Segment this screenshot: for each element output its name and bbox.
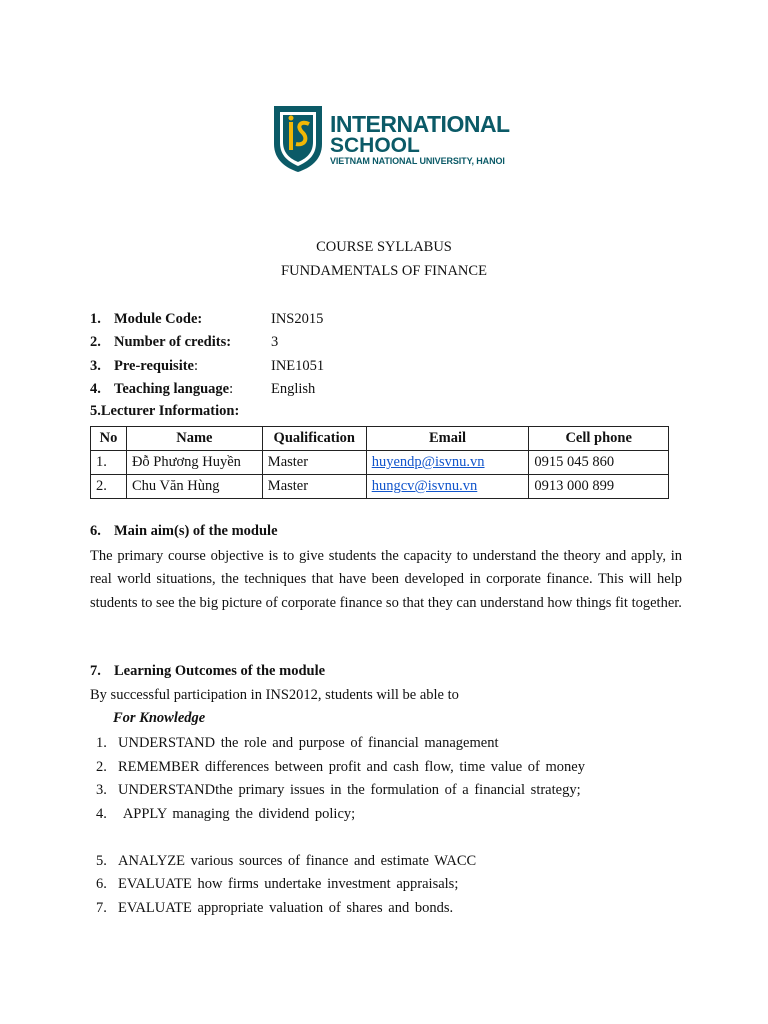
column-header-qualification: Qualification	[262, 427, 366, 451]
cell-phone: 0913 000 899	[529, 475, 669, 499]
school-logo	[272, 104, 522, 174]
list-item: 1. UNDERSTAND the role and purpose of financial management	[96, 735, 499, 751]
logo-line-school: SCHOOL	[330, 134, 420, 157]
list-item: 7. EVALUATE appropriate valuation of shares and bonds.	[96, 900, 454, 916]
info-num: 3.	[90, 358, 101, 374]
info-label: Module Code:	[114, 311, 203, 327]
list-item: 6. EVALUATE how firms undertake investment appraisals;	[96, 876, 459, 892]
logo-line-university: VIETNAM NATIONAL UNIVERSITY, HANOI	[330, 156, 505, 166]
column-header-name: Name	[126, 427, 262, 451]
cell-no: 2.	[91, 475, 127, 499]
info-value: INS2015	[271, 311, 324, 327]
learning-outcomes-intro: By successful participation in INS2012, students will be able to	[90, 687, 459, 703]
cell-name: Đỗ Phương Huyền	[126, 451, 262, 475]
cell-qualification: Master	[262, 451, 366, 475]
table-header-row	[91, 427, 669, 451]
info-num: 2.	[90, 334, 101, 350]
course-title: FUNDAMENTALS OF FINANCE	[281, 263, 487, 279]
info-value: INE1051	[271, 358, 325, 374]
shield-logo-icon	[272, 104, 324, 174]
knowledge-subheading: For Knowledge	[113, 710, 206, 726]
cell-email	[366, 451, 529, 475]
lecturer-table	[90, 426, 669, 499]
cell-no: 1.	[91, 451, 127, 475]
cell-qualification: Master	[262, 475, 366, 499]
column-header-no: No	[91, 427, 127, 451]
list-item: 3. UNDERSTANDthe primary issues in the formulation of a financial strategy;	[96, 782, 581, 798]
info-label: Number of credits:	[114, 334, 232, 350]
cell-name: Chu Văn Hùng	[126, 475, 262, 499]
list-item: 5. ANALYZE various sources of finance and estimate WACC	[96, 853, 477, 869]
table-row	[91, 451, 669, 475]
email-link[interactable]: huyendp@isvnu.vn	[371, 454, 485, 470]
info-num: 4.	[90, 381, 101, 397]
list-item: 2. REMEMBER differences between profit and cash flow, time value of money	[96, 759, 585, 775]
info-label: Teaching language:	[114, 381, 234, 397]
main-aims-paragraph: The primary course objective is to give students the capacity to understand the theory and apply, in real world situations, the techniques that have been developed in corporate finance. This will help students to see the big picture of corporate finance so that they can understand how things fit together.	[90, 548, 682, 611]
list-item: 4. APPLY managing the dividend policy;	[96, 806, 356, 822]
section-heading-main-aims: 6. Main aim(s) of the module	[90, 523, 278, 539]
info-value: English	[271, 381, 316, 397]
document-title: COURSE SYLLABUS	[316, 239, 452, 255]
column-header-phone: Cell phone	[529, 427, 669, 451]
table-row	[91, 475, 669, 499]
column-header-email: Email	[366, 427, 529, 451]
info-label: Pre-requisite:	[114, 358, 199, 374]
cell-phone: 0915 045 860	[529, 451, 669, 475]
info-num: 1.	[90, 311, 101, 327]
email-link[interactable]: hungcv@isvnu.vn	[371, 478, 478, 494]
section-heading-learning-outcomes: 7. Learning Outcomes of the module	[90, 663, 326, 679]
lecturer-heading: 5.Lecturer Information:	[90, 403, 240, 419]
cell-email	[366, 475, 529, 499]
logo-line-international: INTERNATIONAL	[330, 111, 510, 137]
info-value: 3	[271, 334, 279, 350]
